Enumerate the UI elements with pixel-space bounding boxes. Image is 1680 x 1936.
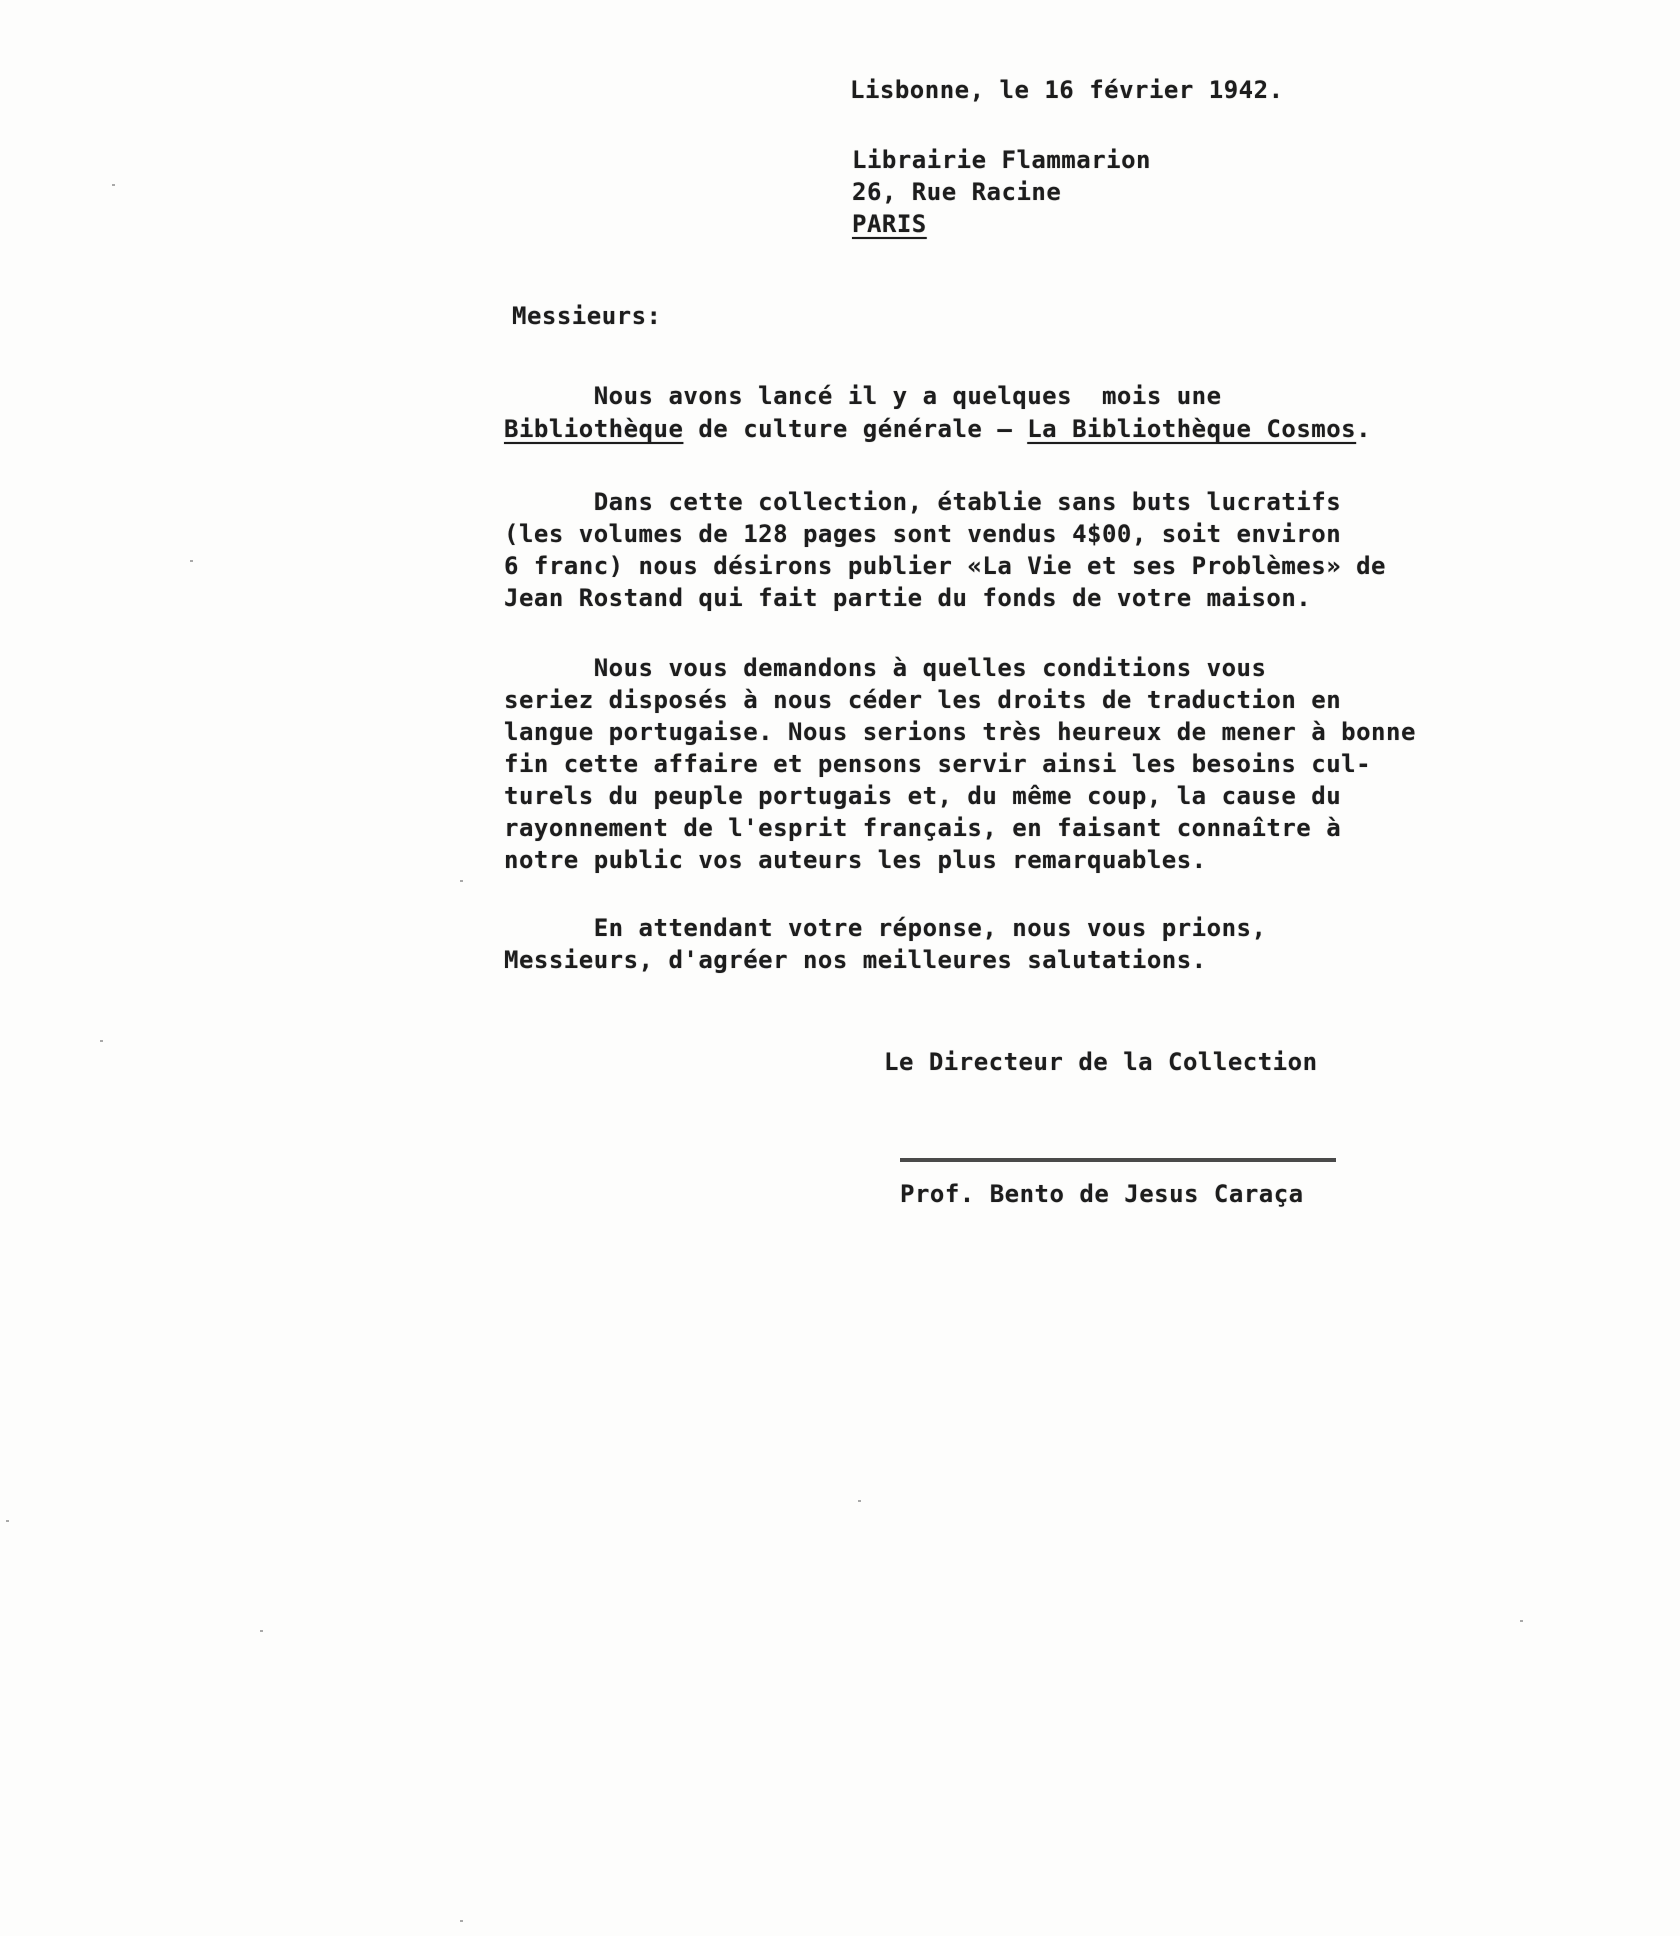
paragraph-3-line-6: rayonnement de l'esprit français, en faisant connaître à: [504, 814, 1342, 842]
paragraph-3-line-2: seriez disposés à nous céder les droits de traduction en: [504, 686, 1342, 714]
paragraph-2-line-4: Jean Rostand qui fait partie du fonds de votre maison.: [504, 584, 1312, 612]
paragraph-2-line-1: Dans cette collection, établie sans buts lucratifs: [504, 488, 1342, 516]
signoff: Le Directeur de la Collection: [884, 1048, 1318, 1076]
underlined-collection-title: La Bibliothèque Cosmos: [1027, 415, 1357, 443]
scan-speck: [460, 880, 463, 882]
paragraph-1-line-2-text: de culture générale —: [683, 415, 1028, 443]
recipient-name: Librairie Flammarion: [852, 146, 1151, 174]
recipient-street: 26, Rue Racine: [852, 178, 1062, 206]
scan-speck: [858, 1500, 861, 1502]
signature-line: [900, 1158, 1336, 1162]
paragraph-4-line-1: En attendant votre réponse, nous vous prions,: [504, 914, 1267, 942]
paragraph-3-line-5: turels du peuple portugais et, du même coup, la cause du: [504, 782, 1342, 810]
underlined-bibliotheque: Bibliothèque: [504, 415, 684, 443]
paragraph-1-line-1: Nous avons lancé il y a quelques mois une: [504, 382, 1222, 410]
paragraph-1-line-2: [504, 413, 1371, 445]
paragraph-1-line-2-end: .: [1356, 415, 1372, 443]
scan-speck: [460, 1920, 463, 1922]
scan-speck: [112, 184, 115, 186]
scan-speck: [6, 1520, 9, 1522]
scan-speck: [100, 1040, 103, 1042]
signature-name: Prof. Bento de Jesus Caraça: [900, 1180, 1304, 1208]
paragraph-4-line-2: Messieurs, d'agréer nos meilleures salutations.: [504, 946, 1207, 974]
paragraph-2-line-2: (les volumes de 128 pages sont vendus 4$00, soit environ: [504, 520, 1342, 548]
salutation: Messieurs:: [512, 302, 662, 330]
letter-date: Lisbonne, le 16 février 1942.: [850, 76, 1284, 104]
scan-speck: [260, 1630, 263, 1632]
paragraph-3-line-7: notre public vos auteurs les plus remarquables.: [504, 846, 1207, 874]
paragraph-3-line-4: fin cette affaire et pensons servir ainsi les besoins cul-: [504, 750, 1372, 778]
paragraph-2-line-3: 6 franc) nous désirons publier «La Vie et ses Problèmes» de: [504, 552, 1387, 580]
paragraph-3-line-3: langue portugaise. Nous serions très heureux de mener à bonne: [504, 718, 1416, 746]
recipient-city: PARIS: [852, 210, 927, 238]
paragraph-3-line-1: Nous vous demandons à quelles conditions vous: [504, 654, 1267, 682]
scan-speck: [1520, 1620, 1523, 1622]
scan-speck: [190, 560, 193, 562]
